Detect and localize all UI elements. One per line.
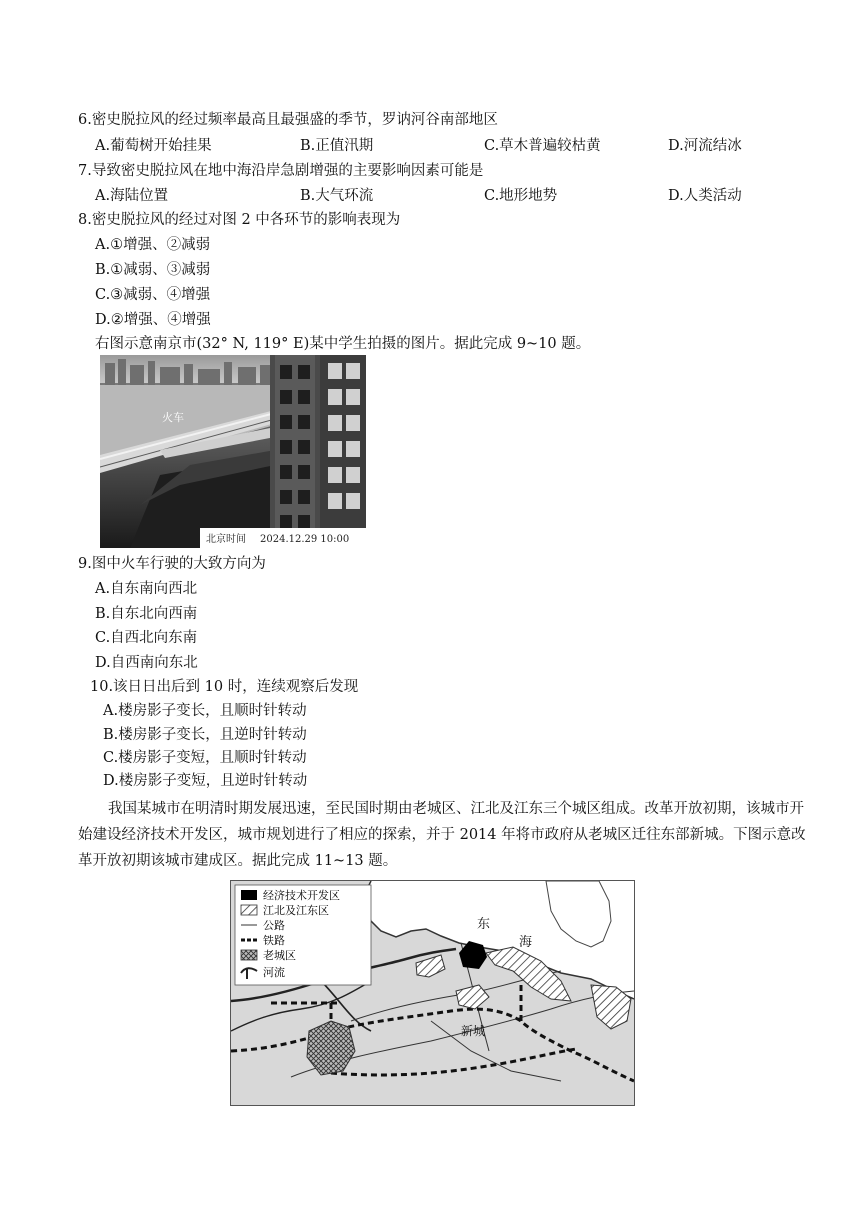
q8-stem: 8.密史脱拉风的经过对图 2 中各环节的影响表现为	[78, 212, 401, 228]
q6-option-c: C.草木普遍较枯黄	[484, 138, 601, 154]
q8-option-c: C.③减弱、④增强	[95, 287, 211, 303]
q10-stem: 10.该日日出后到 10 时，连续观察后发现	[90, 679, 359, 695]
timestamp-label: 北京时间	[206, 534, 246, 545]
legend-railway: 铁路	[263, 934, 285, 947]
nanjing-photo	[100, 355, 366, 548]
q10-option-b: B.楼房影子变长，且逆时针转动	[103, 727, 307, 743]
q7-option-d: D.人类活动	[668, 188, 742, 204]
city-map	[230, 880, 635, 1106]
q8-option-b: B.①减弱、③减弱	[95, 262, 211, 278]
q9-stem: 9.图中火车行驶的大致方向为	[78, 556, 266, 572]
legend-old-city: 老城区	[263, 949, 296, 962]
q10-option-c: C.楼房影子变短，且顺时针转动	[103, 750, 307, 766]
q10-option-d: D.楼房影子变短，且逆时针转动	[103, 773, 308, 789]
label-sea: 海	[519, 935, 533, 950]
timestamp-value: 2024.12.29 10:00	[260, 534, 350, 545]
q6-option-a: A.葡萄树开始挂果	[95, 138, 212, 154]
q6-option-b: B.正值汛期	[300, 138, 374, 154]
q7-option-b: B.大气环流	[300, 188, 374, 204]
q8-option-a: A.①增强、②减弱	[95, 237, 211, 253]
train-label: 火车	[162, 411, 184, 424]
q6-option-d: D.河流结冰	[668, 138, 742, 154]
label-newcity: 新城	[461, 1024, 486, 1038]
q9-option-d: D.自西南向东北	[95, 655, 198, 671]
q9-option-b: B.自东北向西南	[95, 606, 198, 622]
q10-option-a: A.楼房影子变长，且顺时针转动	[103, 703, 307, 719]
label-east: 东	[477, 917, 491, 932]
q9-option-c: C.自西北向东南	[95, 630, 198, 646]
map-legend	[235, 885, 371, 985]
legend-dev-zone: 经济技术开发区	[263, 889, 340, 902]
legend-road: 公路	[263, 919, 285, 932]
q7-option-c: C.地形地势	[484, 188, 558, 204]
intro-9-10: 右图示意南京市(32° N, 119° E)某中学生拍摄的图片。据此完成 9~10 题。	[95, 336, 591, 352]
q9-option-a: A.自东南向西北	[95, 581, 198, 597]
q6-stem: 6.密史脱拉风的经过频率最高且最强盛的季节，罗讷河谷南部地区	[78, 112, 498, 128]
q7-stem: 7.导致密史脱拉风在地中海沿岸急剧增强的主要影响因素可能是	[78, 163, 484, 179]
q7-option-a: A.海陆位置	[95, 188, 169, 204]
passage-11-13: 我国某城市在明清时期发展迅速，至民国时期由老城区、江北及江东三个城区组成。改革开放初期，该城市开始建设经济技术开发区，城市规划进行了相应的探索，并于 2014 年将市政府从老城区迁往东部新城。下图示意改革开放初期该城市建成区。据此完成 11~13 题。	[78, 801, 806, 869]
legend-river: 河流	[263, 966, 285, 979]
q8-option-d: D.②增强、④增强	[95, 312, 211, 328]
legend-jiangbei: 江北及江东区	[263, 904, 329, 917]
